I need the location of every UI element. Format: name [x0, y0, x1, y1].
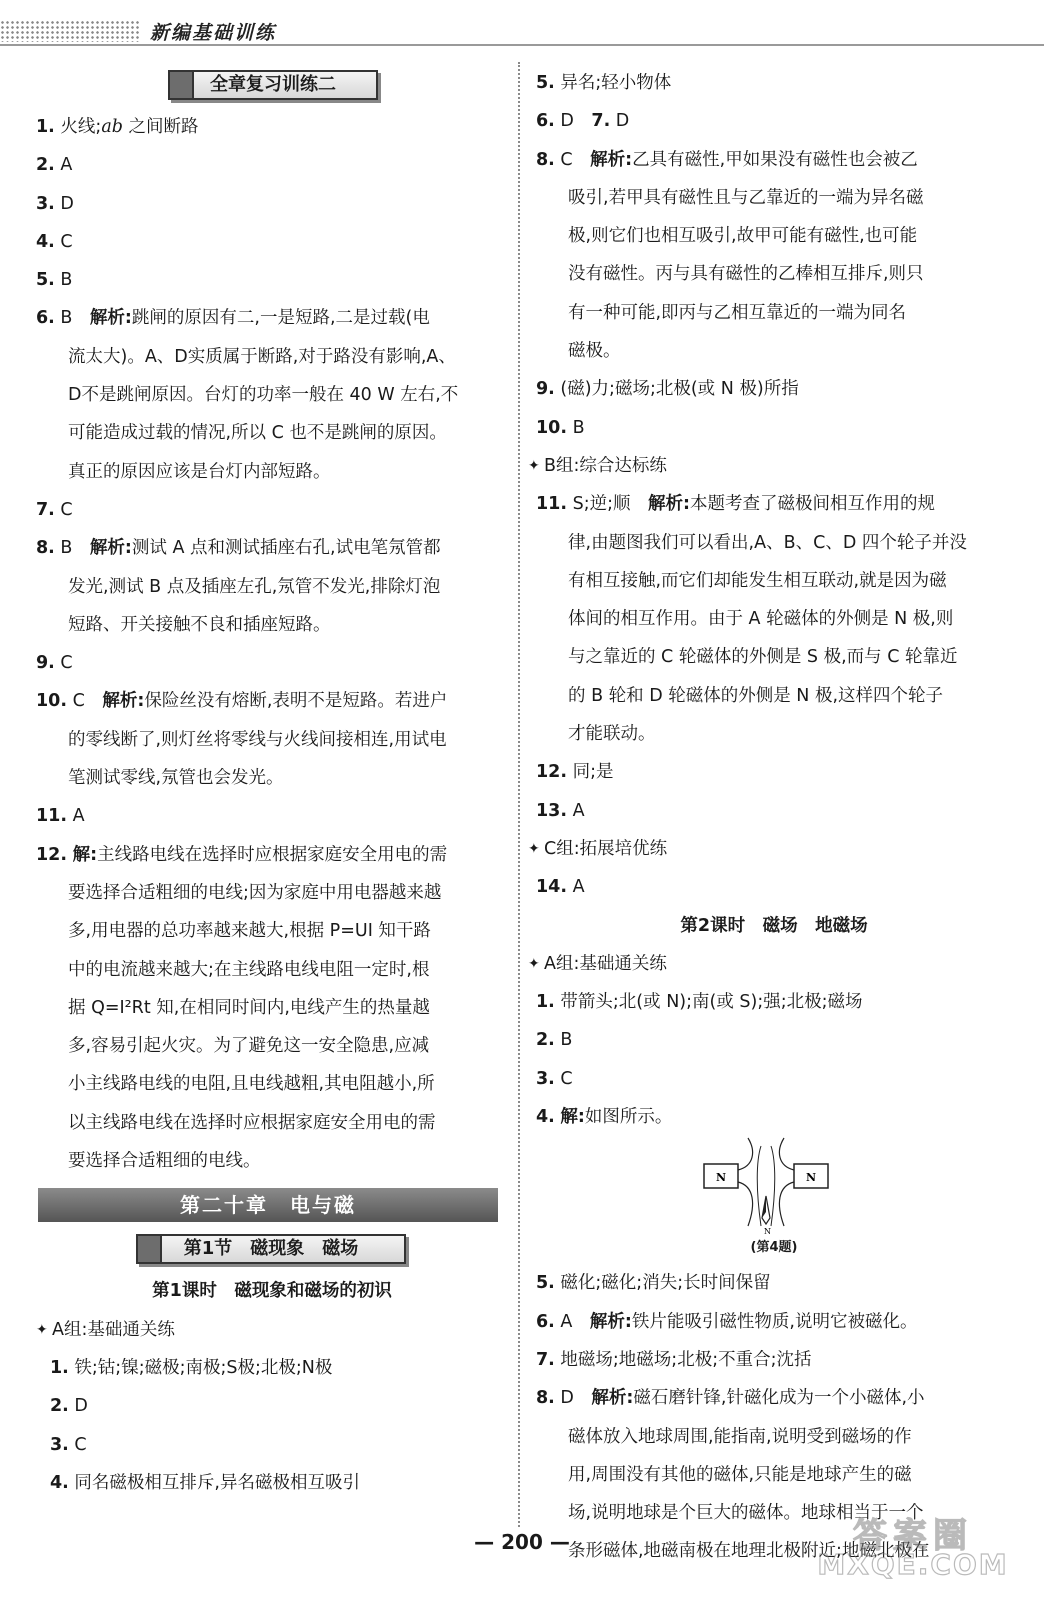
review-banner [36, 64, 508, 108]
chapter-banner [36, 1182, 508, 1228]
diamond-icon: ✦ [528, 955, 540, 972]
answer-item: 9. (磁)力;磁场;北极(或 N 极)所指 [536, 379, 799, 400]
explanation-line: 以主线路电线在选择时应根据家庭安全用电的需 [68, 1112, 436, 1133]
answer-item-q10: 10. C 解析:保险丝没有熔断,表明不是短路。若进户 [36, 691, 448, 712]
answer-item: 3. C [50, 1434, 87, 1455]
answer-item: 2. A [36, 155, 73, 176]
explanation-line: 要选择合适粗细的电线;因为家庭中用电器越来越 [68, 882, 442, 903]
section-title: 第1节 磁现象 磁场 [183, 1238, 359, 1260]
answer-item-q8: 8. D 解析:磁石磨针锋,针磁化成为一个小磁体,小 [536, 1388, 925, 1409]
explanation-line: 条形磁体,地磁南极在地理北极附近;地磁北极在 [568, 1541, 930, 1562]
figure-q4 [536, 1136, 1012, 1264]
explanation-line: 与之靠近的 C 轮磁体的外侧是 S 极,而与 C 轮靠近 [568, 647, 958, 668]
diamond-icon: ✦ [36, 1321, 48, 1338]
explanation-line: 据 Q=I²Rt 知,在相同时间内,电线产生的热量越 [68, 997, 430, 1018]
explanation-line: 笔测试零线,氖管也会发光。 [68, 768, 284, 789]
answer-item-q6: 6. A 解析:铁片能吸引磁性物质,说明它被磁化。 [536, 1311, 918, 1332]
explanation-line: 多,容易引起火灾。为了避免这一安全隐患,应减 [68, 1036, 430, 1057]
diamond-icon: ✦ [528, 841, 540, 858]
section-title-box [136, 1234, 406, 1264]
answer-item: 11. A [36, 806, 85, 827]
answer-item: 12. 同;是 [536, 762, 614, 783]
answer-item: 4. C [36, 231, 73, 252]
group-heading: ✦ A组:基础通关练 [528, 953, 667, 974]
explanation-line: 的 B 轮和 D 轮磁体的外侧是 N 极,这样四个轮子 [568, 685, 944, 706]
right-column [528, 64, 1012, 1571]
answer-item-q11: 11. S;逆;顺 解析:本题考查了磁极间相互作用的规 [536, 494, 935, 515]
watermark-url: MXQE.COM [817, 1548, 1009, 1581]
answer-item-q8: 8. B 解析:测试 A 点和测试插座右孔,试电笔氖管都 [36, 538, 441, 559]
explanation-line: 吸引,若甲具有磁性且与乙靠近的一端为异名磁 [568, 187, 924, 208]
answer-item: 7. C [36, 499, 73, 520]
answer-item: 1. 带箭头;北(或 N);南(或 S);强;北极;磁场 [536, 992, 863, 1013]
answer-item: 14. A [536, 877, 585, 898]
column-divider [518, 62, 520, 1527]
field-line [738, 1182, 753, 1226]
explanation-line: 场,说明地球是个巨大的磁体。地球相当于一个 [568, 1503, 924, 1524]
answer-item: 9. C [36, 653, 73, 674]
answer-item: 5. 磁化;磁化;消失;长时间保留 [536, 1273, 771, 1294]
needle-label: N [764, 1227, 771, 1237]
explanation-line: 磁体放入地球周围,能指南,说明受到磁场的作 [568, 1426, 912, 1447]
answer-item: 6. D 7. D [536, 111, 630, 132]
header-rule [0, 44, 1044, 46]
banner-tab [136, 1234, 162, 1264]
answer-item: 5. 异名;轻小物体 [536, 73, 672, 93]
explanation-line: D不是跳闸原因。台灯的功率一般在 40 W 左右,不 [68, 385, 459, 406]
field-line [771, 1146, 775, 1226]
figure-caption: (第4题) [750, 1240, 798, 1256]
explanation-line: 小主线路电线的电阻,且电线越粗,其电阻越小,所 [68, 1074, 435, 1095]
answer-item: 3. C [536, 1068, 573, 1089]
field-line [779, 1182, 794, 1226]
review-title: 全章复习训练二 [210, 74, 336, 95]
answer-item: 1. 铁;钴;镍;磁极;南极;S极;北极;N极 [50, 1357, 333, 1378]
banner-tab [168, 70, 194, 100]
answer-item: 7. 地磁场;地磁场;北极;不重合;沈括 [536, 1349, 812, 1370]
answer-item: 2. D [50, 1396, 88, 1417]
answer-item: 3. D [36, 193, 74, 214]
explanation-line: 发光,测试 B 点及插座左孔,氖管不发光,排除灯泡 [68, 576, 441, 597]
answer-item-q8: 8. C 解析:乙具有磁性,甲如果没有磁性也会被乙 [536, 149, 918, 170]
diamond-icon: ✦ [528, 458, 540, 475]
explanation-line: 用,周围没有其他的磁体,只能是地球产生的磁 [568, 1464, 912, 1485]
magnetic-field-diagram [696, 1136, 836, 1236]
explanation-line: 体间的相互作用。由于 A 轮磁体的外侧是 N 极,则 [568, 609, 954, 630]
group-heading: ✦ B组:综合达标练 [528, 455, 667, 476]
review-title-box [168, 70, 378, 100]
explanation-line: 中的电流越来越大;在主线路电线电阻一定时,根 [68, 959, 430, 980]
explanation-line: 的零线断了,则灯丝将零线与火线间接相连,用试电 [68, 729, 447, 750]
field-line [738, 1138, 753, 1170]
explanation-line: 可能造成过载的情况,所以 C 也不是跳闸的原因。 [68, 423, 447, 444]
left-column [36, 64, 508, 1502]
book-title: 新编基础训练 [150, 22, 277, 44]
watermark-text: 答案圈 [853, 1516, 973, 1556]
explanation-line: 极,则它们也相互吸引,故甲可能有磁性,也可能 [568, 226, 918, 247]
explanation-line: 真正的原因应该是台灯内部短路。 [68, 461, 331, 482]
chapter-title: 第二十章 电与磁 [38, 1188, 498, 1222]
field-line [779, 1138, 794, 1170]
explanation-line: 有一种可能,即丙与乙相互靠近的一端为同名 [568, 302, 907, 323]
answer-item-q4: 4. 解:如图所示。 [536, 1107, 673, 1128]
explanation-line: 律,由题图我们可以看出,A、B、C、D 四个轮子并没 [568, 532, 967, 553]
explanation-line: 才能联动。 [568, 724, 656, 745]
lesson-title: 第1课时 磁现象和磁场的初识 [152, 1281, 392, 1302]
answer-item: 2. B [536, 1030, 573, 1051]
lesson2-title: 第2课时 磁场 地磁场 [680, 915, 868, 936]
answer-item: 1. 火线;ab 之间断路 [36, 117, 199, 137]
answer-item: 13. A [536, 800, 585, 821]
explanation-line: 有相互接触,而它们却能发生相互联动,就是因为磁 [568, 570, 947, 591]
explanation-line: 要选择合适粗细的电线。 [68, 1151, 261, 1172]
right-magnet-label: N [806, 1171, 817, 1185]
explanation-line: 流太大)。A、D实质属于断路,对于路没有影响,A、 [68, 346, 456, 367]
answer-item-q12: 12. 解:主线路电线在选择时应根据家庭安全用电的需 [36, 844, 448, 865]
answer-item: 10. B [536, 417, 585, 438]
page-header [0, 14, 1044, 44]
answer-item-q6: 6. B 解析:跳闸的原因有二,一是短路,二是过载(电 [36, 308, 430, 329]
explanation-line: 多,用电器的总功率越来越大,根据 P=UI 知干路 [68, 921, 431, 942]
group-heading: ✦ C组:拓展培优练 [528, 838, 668, 859]
explanation-line: 磁极。 [568, 341, 621, 362]
watermark-logo [808, 1508, 1018, 1582]
page-number: — 200 — [474, 1530, 570, 1554]
section-banner [36, 1228, 508, 1272]
explanation-line: 没有磁性。丙与具有磁性的乙棒相互排斥,则只 [568, 264, 924, 285]
left-magnet-label: N [716, 1171, 727, 1185]
header-dot-pattern [0, 20, 140, 42]
field-line [757, 1146, 761, 1226]
group-heading: ✦ A组:基础通关练 [36, 1319, 175, 1340]
answer-item: 4. 同名磁极相互排斥,异名磁极相互吸引 [50, 1472, 360, 1493]
explanation-line: 短路、开关接触不良和插座短路。 [68, 614, 331, 635]
answer-item: 5. B [36, 270, 73, 291]
